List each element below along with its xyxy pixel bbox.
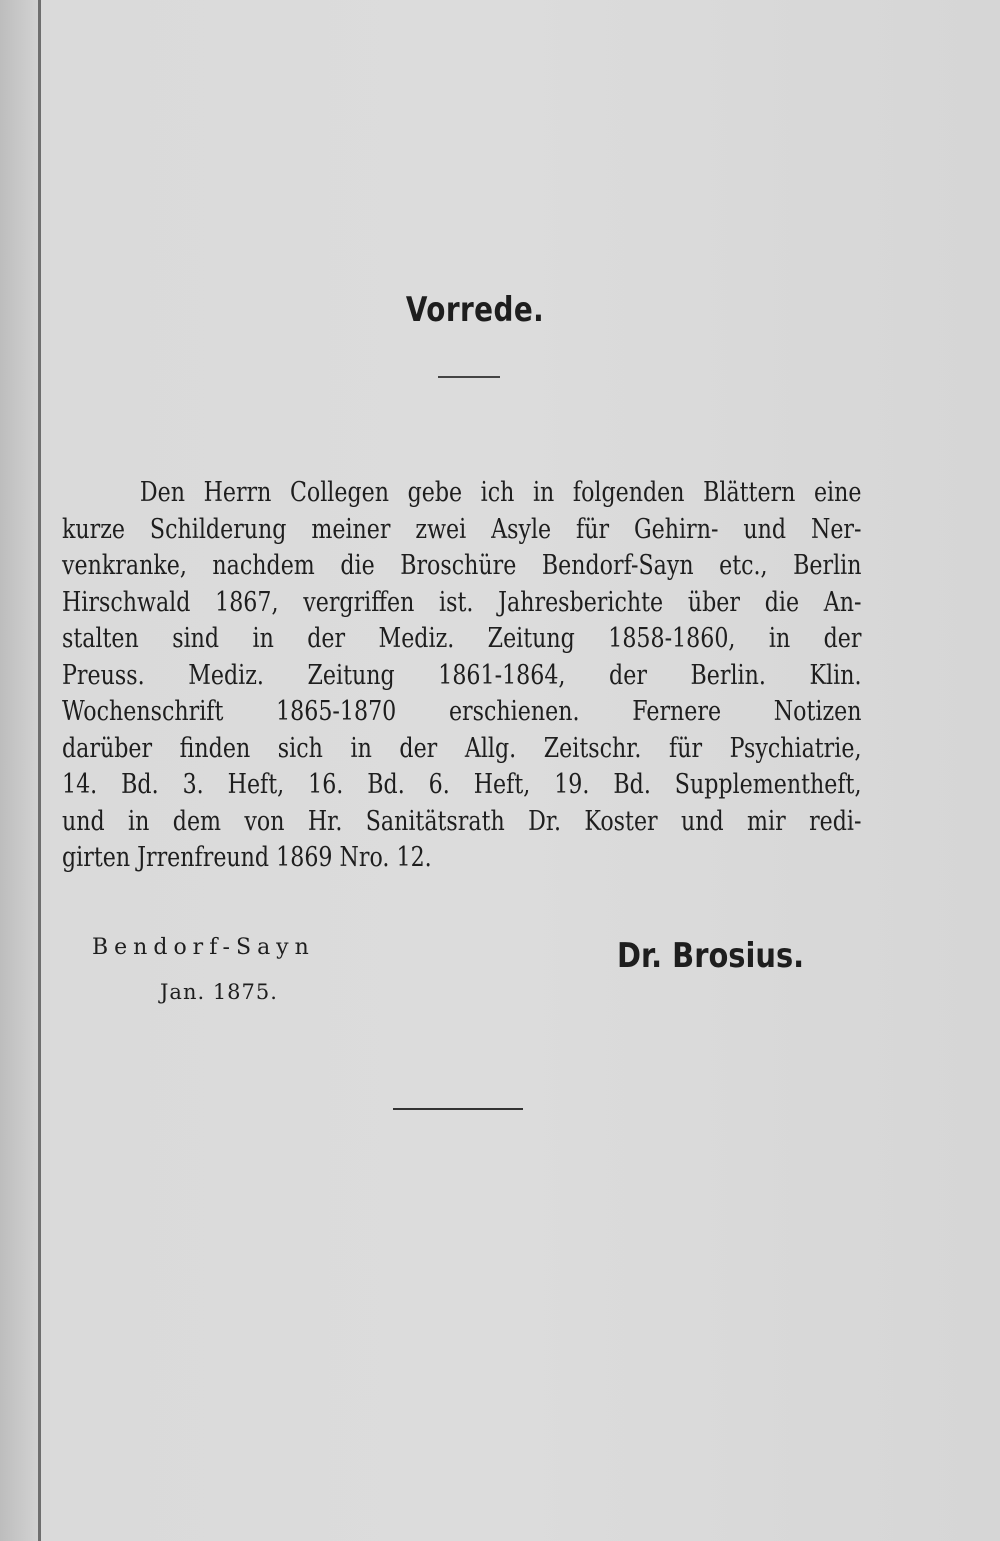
- date-line: Jan. 1875.: [160, 980, 278, 1004]
- text-line: kurze Schilderung meiner zwei Asyle für Gehirn- und Ner-: [62, 513, 862, 545]
- title-divider: [438, 376, 500, 378]
- binding-shadow: [0, 0, 38, 1541]
- text-line: darüber finden sich in der Allg. Zeitschr. für Psychiatrie,: [62, 732, 862, 764]
- preface-text: [62, 475, 862, 877]
- author-signature: Dr. Brosius.: [617, 936, 805, 976]
- text-line: und in dem von Hr. Sanitätsrath Dr. Koster und mir redi-: [62, 805, 862, 837]
- text-line: venkranke, nachdem die Broschüre Bendorf-Sayn etc., Berlin: [62, 550, 862, 581]
- binding-edge: [38, 0, 41, 1541]
- page-title: Vorrede.: [405, 290, 545, 330]
- text-line: Hirschwald 1867, vergriffen ist. Jahresberichte über die An-: [62, 586, 862, 618]
- text-line: 14. Bd. 3. Heft, 16. Bd. 6. Heft, 19. Bd. Supplementheft,: [62, 769, 862, 800]
- text-line: Wochenschrift 1865-1870 erschienen. Fernere Notizen: [62, 696, 862, 727]
- text-line: Preuss. Mediz. Zeitung 1861-1864, der Berlin. Klin.: [62, 659, 862, 691]
- text-line: stalten sind in der Mediz. Zeitung 1858-1860, in der: [62, 623, 862, 654]
- text-line: Den Herrn Collegen gebe ich in folgenden Blättern eine: [139, 477, 862, 508]
- closing-divider: [393, 1108, 523, 1110]
- place-name: Bendorf-Sayn: [92, 935, 315, 960]
- text-line: girten Jrrenfreund 1869 Nro. 12.: [62, 842, 432, 873]
